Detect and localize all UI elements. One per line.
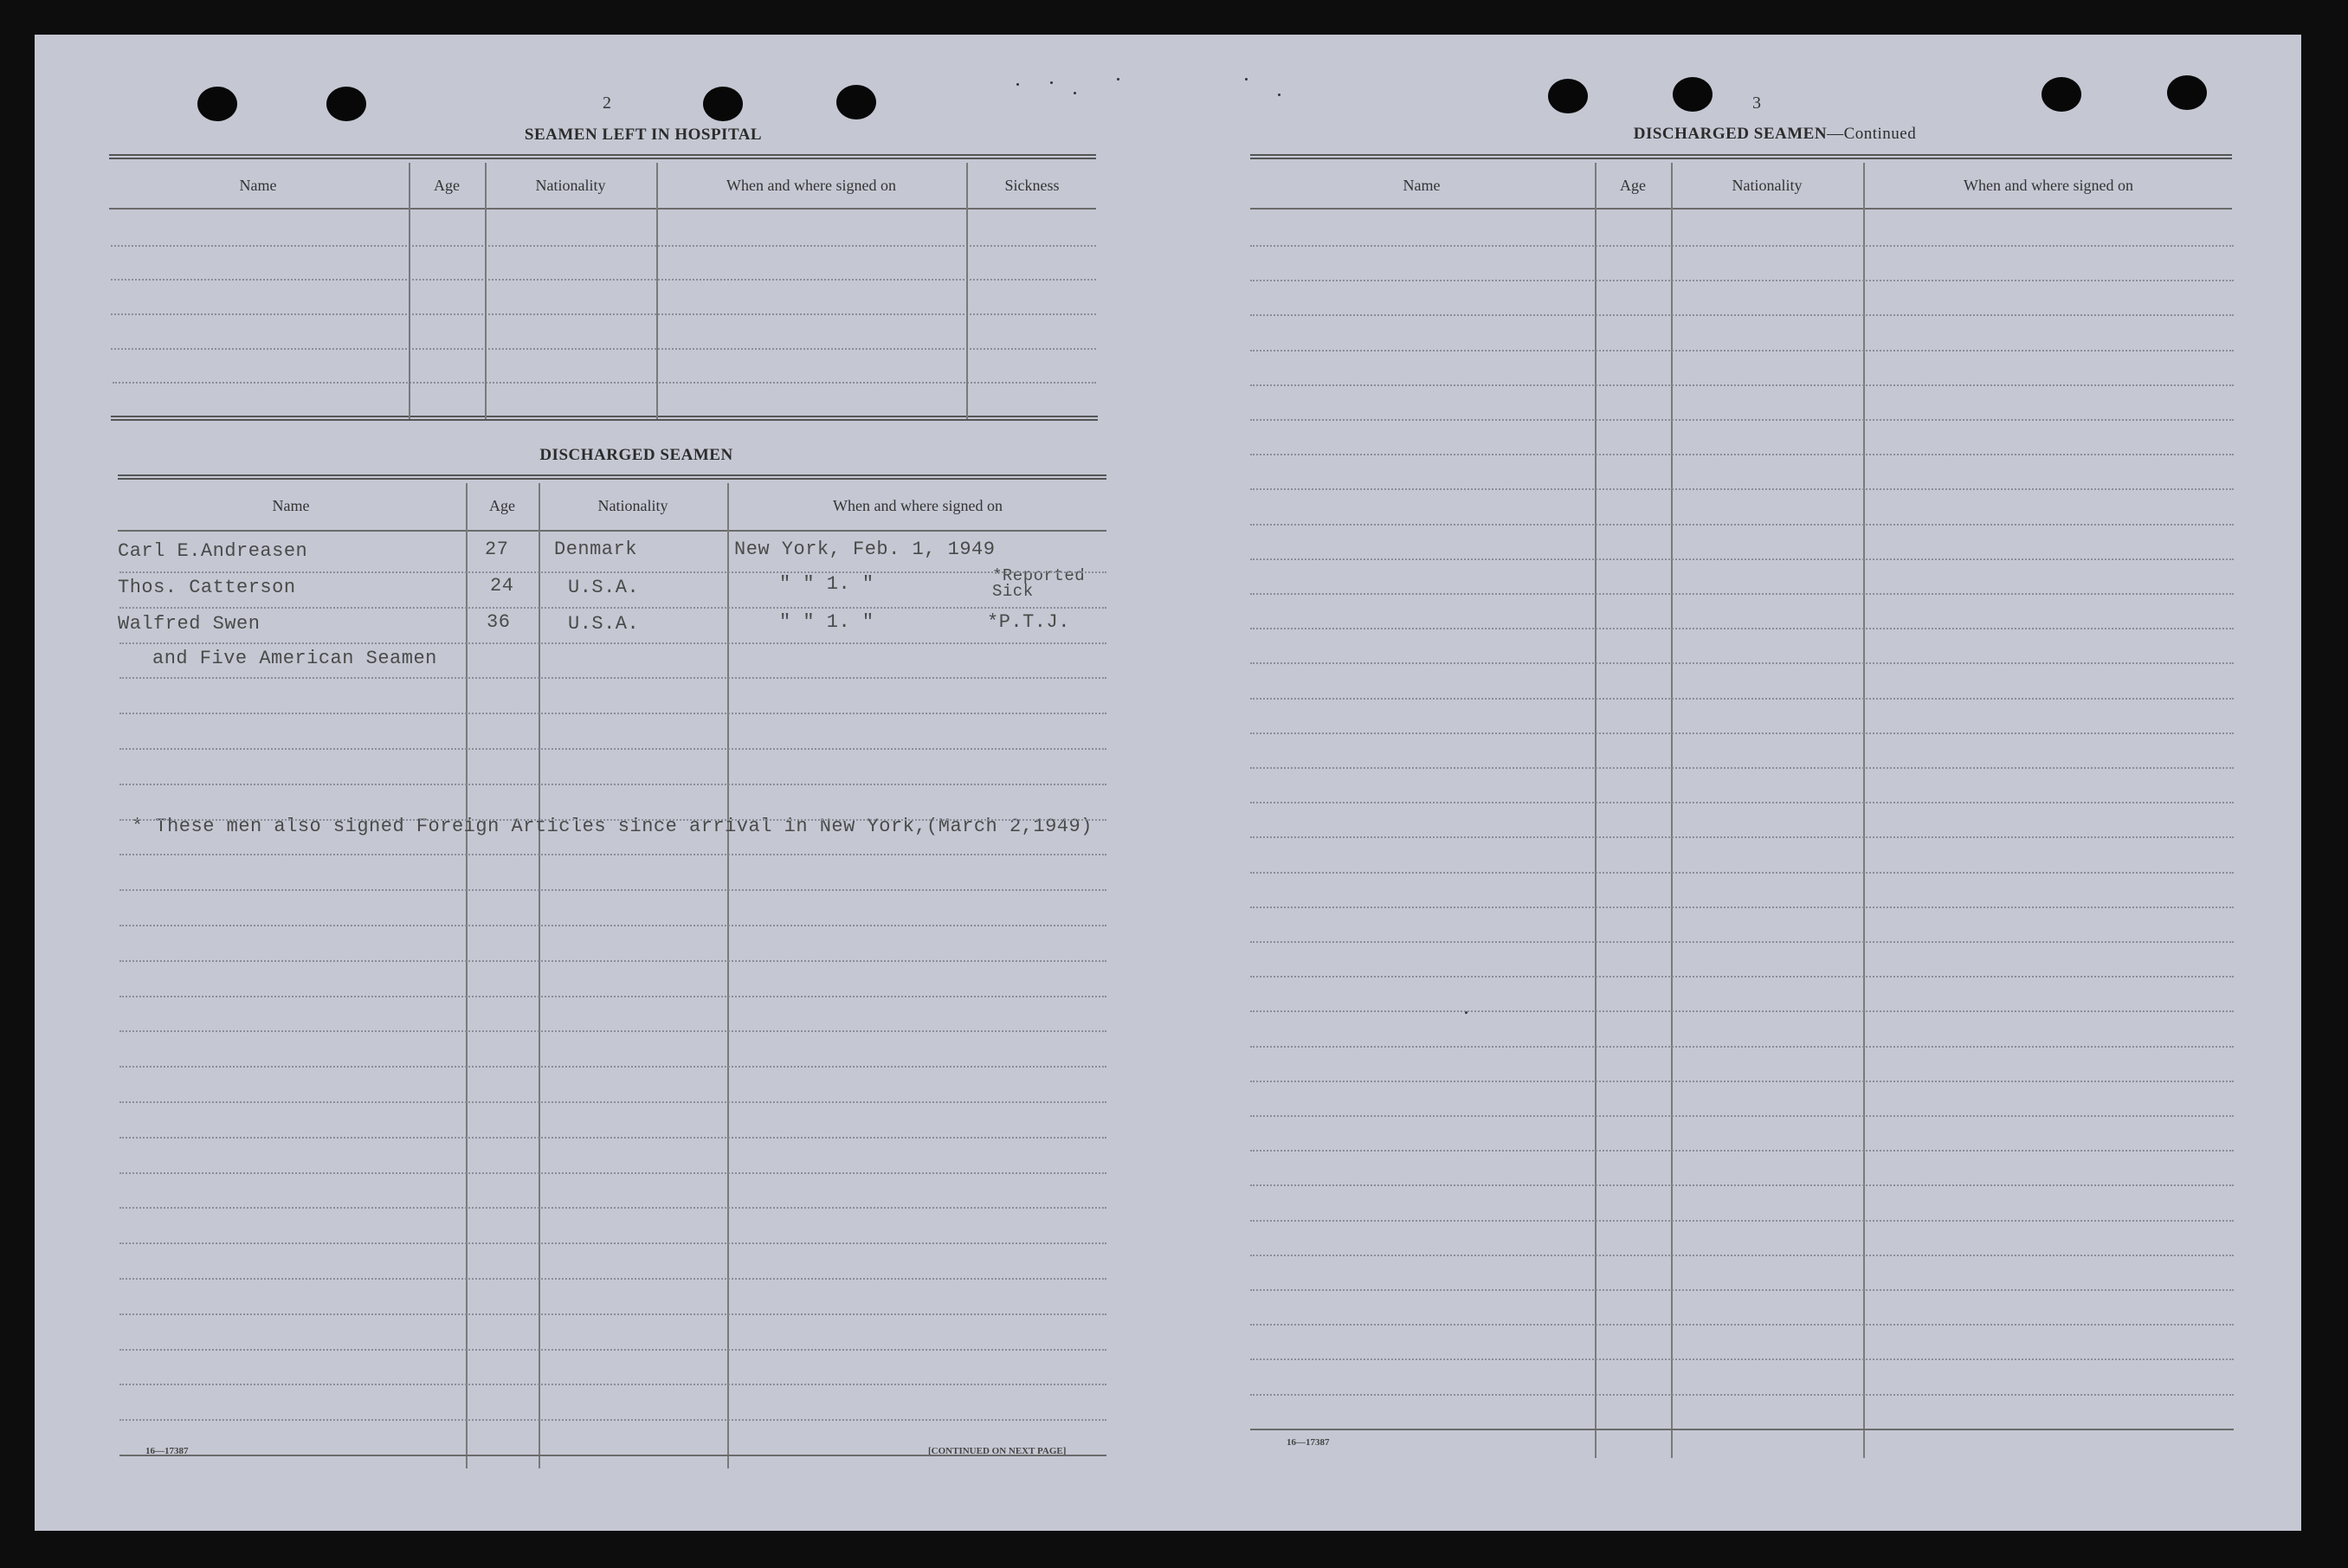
- column-header-nationality: Nationality: [535, 177, 606, 194]
- ruled-line: [119, 1207, 1106, 1209]
- ruled-line: [119, 784, 1106, 785]
- ruled-line: [1250, 384, 2234, 386]
- ruled-line: [1250, 732, 2234, 734]
- speck: [1016, 83, 1019, 86]
- hospital-section-title: SEAMEN LEFT IN HOSPITAL: [524, 126, 763, 144]
- ruled-line: [119, 607, 1106, 609]
- section-rule: [111, 416, 1098, 421]
- punch-hole: [836, 85, 876, 119]
- ruled-line: [119, 1419, 1106, 1421]
- ruled-line: [111, 279, 1096, 281]
- additional-seamen-note: and Five American Seamen: [152, 648, 437, 669]
- ruled-line: [111, 348, 1096, 350]
- speck: [1278, 94, 1280, 96]
- column-divider: [466, 483, 468, 1468]
- ruled-line: [119, 996, 1106, 997]
- discharged-continued-title: [1576, 125, 1974, 144]
- ruled-line: [1250, 314, 2234, 316]
- seaman-age: 24: [490, 575, 514, 597]
- column-divider: [485, 163, 487, 419]
- punch-hole: [703, 87, 743, 121]
- column-header-age: Age: [1620, 177, 1646, 194]
- column-header-signed-on: When and where signed on: [833, 497, 1003, 514]
- ruled-line: [119, 1030, 1106, 1032]
- punch-hole: [1548, 79, 1588, 113]
- ruled-line: [119, 1172, 1106, 1174]
- ruled-line: [119, 1384, 1106, 1385]
- section-title-suffix: —Continued: [1827, 125, 1917, 143]
- ruled-line: [1250, 1255, 2234, 1256]
- column-divider: [1863, 163, 1865, 1458]
- ruled-line: [119, 1313, 1106, 1315]
- speck: [1117, 78, 1119, 81]
- ruled-line: [119, 1349, 1106, 1351]
- ruled-line: [1250, 1046, 2234, 1048]
- header-rule: [118, 530, 1106, 532]
- section-rule: [109, 154, 1096, 159]
- speck: [1050, 81, 1053, 84]
- ruled-line: [119, 1066, 1106, 1068]
- ruled-line: [1250, 350, 2234, 352]
- ruled-line: [1250, 1324, 2234, 1326]
- ruled-line: [1250, 524, 2234, 526]
- column-header-name: Name: [1403, 177, 1441, 194]
- page-number: 2: [603, 94, 611, 113]
- column-divider: [656, 163, 658, 419]
- ruled-line: [119, 1455, 1106, 1456]
- ruled-line: [1250, 628, 2234, 629]
- ruled-line: [1250, 1289, 2234, 1291]
- ruled-line: [1250, 1394, 2234, 1396]
- seaman-name: Thos. Catterson: [118, 577, 296, 598]
- ruled-line: [1250, 872, 2234, 874]
- seaman-nationality: Denmark: [554, 539, 637, 560]
- ruled-line: [1250, 976, 2234, 978]
- ruled-line: [1250, 836, 2234, 838]
- ruled-line: [1250, 1010, 2234, 1012]
- seaman-signed-on: New York, Feb. 1, 1949: [734, 539, 996, 560]
- column-header-age: Age: [434, 177, 460, 194]
- page-number: 3: [1752, 94, 1761, 113]
- seaman-signed-on: " " 1. ": [779, 611, 874, 633]
- ruled-line: [1250, 1220, 2234, 1222]
- form-number: 16—17387: [145, 1446, 189, 1456]
- punch-hole: [1673, 77, 1713, 112]
- ruled-line: [1250, 245, 2234, 247]
- column-divider: [1595, 163, 1597, 1458]
- ruled-line: [119, 677, 1106, 679]
- section-title-text: DISCHARGED SEAMEN: [1633, 125, 1828, 143]
- ruled-line: [1250, 1115, 2234, 1117]
- ruled-line: [1250, 1429, 2234, 1430]
- ruled-line: [1250, 558, 2234, 560]
- ruled-line: [119, 1101, 1106, 1103]
- ruled-line: [1250, 1081, 2234, 1082]
- ruled-line: [119, 1137, 1106, 1139]
- ruled-line: [1250, 280, 2234, 281]
- speck: [1074, 92, 1076, 94]
- ruled-line: [1250, 593, 2234, 595]
- ruled-line: [111, 313, 1096, 315]
- ruled-line: [1250, 907, 2234, 908]
- ruled-line: [1250, 1150, 2234, 1152]
- section-rule: [1250, 154, 2232, 159]
- ruled-line: [119, 642, 1106, 644]
- column-divider: [727, 483, 729, 1468]
- ruled-line: [113, 382, 1096, 384]
- ruled-line: [1250, 662, 2234, 664]
- seaman-name: Carl E.Andreasen: [118, 540, 308, 562]
- punch-hole: [197, 87, 237, 121]
- column-divider: [539, 483, 540, 1468]
- punch-hole: [2042, 77, 2081, 112]
- column-header-sickness: Sickness: [1004, 177, 1060, 194]
- seaman-nationality: U.S.A.: [568, 577, 640, 598]
- ruled-line: [119, 571, 1106, 573]
- seaman-note: *P.T.J.: [987, 611, 1070, 633]
- column-header-signed-on: When and where signed on: [726, 177, 896, 194]
- seaman-signed-on: " " 1. ": [779, 573, 874, 595]
- seaman-age: 36: [487, 611, 511, 633]
- ruled-line: [119, 854, 1106, 855]
- ruled-line: [1250, 1184, 2234, 1186]
- continued-note: [CONTINUED ON NEXT PAGE]: [928, 1446, 1067, 1456]
- column-header-nationality: Nationality: [1732, 177, 1803, 194]
- footnote: * These men also signed Foreign Articles since arrival in New York,(March 2,1949): [132, 816, 1093, 837]
- ruled-line: [1250, 698, 2234, 700]
- manifest-sheet: [35, 35, 2301, 1531]
- punch-hole: [2167, 75, 2207, 110]
- ruled-line: [1250, 419, 2234, 421]
- column-header-nationality: Nationality: [597, 497, 668, 514]
- seaman-name: Walfred Swen: [118, 613, 261, 635]
- ruled-line: [119, 889, 1106, 891]
- speck: [1245, 78, 1248, 81]
- column-divider: [1671, 163, 1673, 1458]
- header-rule: [109, 208, 1096, 210]
- column-header-age: Age: [489, 497, 515, 514]
- ruled-line: [119, 1278, 1106, 1280]
- header-rule: [1250, 208, 2232, 210]
- ruled-line: [119, 925, 1106, 926]
- seaman-age: 27: [485, 539, 509, 560]
- seaman-nationality: U.S.A.: [568, 613, 640, 635]
- ruled-line: [1250, 454, 2234, 455]
- column-divider: [409, 163, 410, 419]
- ruled-line: [1250, 941, 2234, 943]
- column-header-signed-on: When and where signed on: [1964, 177, 2133, 194]
- punch-hole: [326, 87, 366, 121]
- column-header-name: Name: [239, 177, 277, 194]
- form-number: 16—17387: [1287, 1437, 1330, 1448]
- seaman-note: *Reported Sick: [992, 566, 1086, 601]
- ruled-line: [111, 245, 1096, 247]
- ruled-line: [119, 748, 1106, 750]
- ruled-line: [1250, 767, 2234, 769]
- ruled-line: [1250, 1358, 2234, 1360]
- ruled-line: [119, 960, 1106, 962]
- ruled-line: [119, 713, 1106, 714]
- section-rule: [118, 474, 1106, 480]
- ruled-line: [119, 1242, 1106, 1244]
- column-divider: [966, 163, 968, 419]
- ruled-line: [1250, 802, 2234, 803]
- ruled-line: [1250, 488, 2234, 490]
- column-header-name: Name: [272, 497, 310, 514]
- ruled-line: [119, 819, 1106, 821]
- discharged-section-title: DISCHARGED SEAMEN: [539, 446, 733, 464]
